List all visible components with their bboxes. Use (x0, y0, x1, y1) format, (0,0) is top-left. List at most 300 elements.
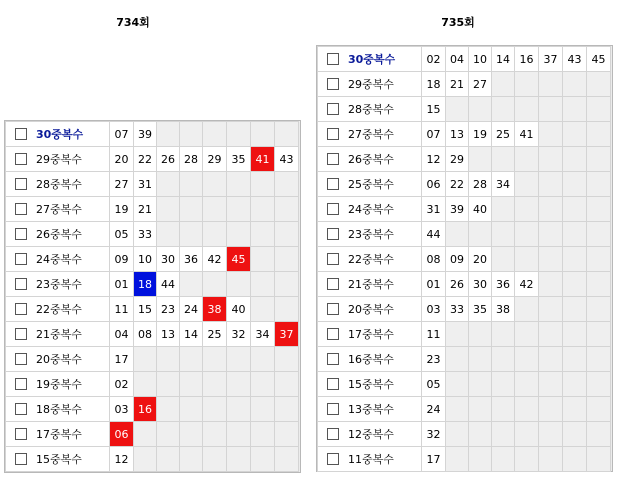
table-row (318, 72, 611, 97)
number-cell: 27 (469, 72, 492, 97)
number-cell: 18 (134, 272, 157, 297)
empty-cell (539, 322, 563, 347)
empty-cell (203, 347, 227, 372)
empty-cell (275, 247, 299, 272)
row-label: 19중복수 (36, 378, 82, 391)
empty-cell (587, 122, 611, 147)
empty-cell (275, 397, 299, 422)
empty-cell (515, 72, 539, 97)
empty-cell (587, 422, 611, 447)
empty-cell (203, 422, 227, 447)
empty-cell (227, 347, 251, 372)
table-row (318, 197, 611, 222)
empty-cell (469, 97, 492, 122)
row-label: 15중복수 (36, 453, 82, 466)
row-label: 12중복수 (348, 428, 394, 441)
number-cell: 41 (515, 122, 539, 147)
empty-cell (157, 447, 180, 472)
number-cell: 45 (227, 247, 251, 272)
empty-cell (515, 447, 539, 472)
row-label-cell (6, 372, 110, 397)
row-checkbox[interactable] (15, 328, 27, 340)
row-checkbox[interactable] (15, 153, 27, 165)
number-cell: 31 (422, 197, 446, 222)
empty-cell (469, 222, 492, 247)
row-label-cell (318, 397, 422, 422)
row-label: 30중복수 (36, 128, 84, 141)
empty-cell (539, 172, 563, 197)
empty-cell (157, 222, 180, 247)
empty-cell (539, 347, 563, 372)
number-cell: 43 (275, 147, 299, 172)
empty-cell (203, 272, 227, 297)
empty-cell (515, 222, 539, 247)
number-cell: 04 (446, 47, 469, 72)
row-checkbox[interactable] (327, 353, 339, 365)
number-cell: 39 (134, 122, 157, 147)
table-row (318, 122, 611, 147)
empty-cell (251, 247, 275, 272)
number-cell: 03 (110, 397, 134, 422)
number-cell: 24 (422, 397, 446, 422)
number-cell: 12 (422, 147, 446, 172)
empty-cell (492, 322, 515, 347)
number-cell: 14 (492, 47, 515, 72)
empty-cell (539, 97, 563, 122)
row-label-cell (6, 222, 110, 247)
number-cell: 33 (134, 222, 157, 247)
number-cell: 13 (157, 322, 180, 347)
row-checkbox[interactable] (327, 428, 339, 440)
row-checkbox[interactable] (327, 278, 339, 290)
table-row (6, 147, 299, 172)
empty-cell (515, 297, 539, 322)
row-label-cell (6, 122, 110, 147)
row-label: 30중복수 (348, 53, 396, 66)
row-checkbox[interactable] (15, 403, 27, 415)
empty-cell (563, 397, 587, 422)
row-checkbox[interactable] (327, 203, 339, 215)
empty-cell (227, 122, 251, 147)
row-checkbox[interactable] (15, 178, 27, 190)
row-checkbox[interactable] (15, 453, 27, 465)
empty-cell (251, 222, 275, 247)
empty-cell (227, 197, 251, 222)
left-panel (4, 120, 301, 473)
empty-cell (587, 447, 611, 472)
empty-cell (492, 347, 515, 372)
empty-cell (469, 147, 492, 172)
row-label: 20중복수 (348, 303, 394, 316)
row-checkbox[interactable] (15, 203, 27, 215)
row-checkbox[interactable] (327, 53, 339, 65)
number-cell: 17 (422, 447, 446, 472)
empty-cell (180, 397, 203, 422)
empty-cell (203, 397, 227, 422)
empty-cell (180, 347, 203, 372)
row-label-cell (318, 447, 422, 472)
row-label: 18중복수 (36, 403, 82, 416)
row-checkbox[interactable] (15, 253, 27, 265)
number-cell: 09 (446, 247, 469, 272)
empty-cell (563, 272, 587, 297)
empty-cell (251, 447, 275, 472)
empty-cell (469, 447, 492, 472)
empty-cell (587, 197, 611, 222)
table-row (318, 372, 611, 397)
number-cell: 14 (180, 322, 203, 347)
empty-cell (157, 372, 180, 397)
empty-cell (227, 422, 251, 447)
row-checkbox[interactable] (15, 128, 27, 140)
empty-cell (275, 447, 299, 472)
empty-cell (203, 122, 227, 147)
row-checkbox[interactable] (15, 228, 27, 240)
row-label: 24중복수 (36, 253, 82, 266)
empty-cell (157, 397, 180, 422)
row-label-cell (318, 222, 422, 247)
number-cell: 15 (134, 297, 157, 322)
empty-cell (157, 197, 180, 222)
empty-cell (203, 447, 227, 472)
row-checkbox[interactable] (15, 353, 27, 365)
table-row (6, 272, 299, 297)
number-cell: 16 (134, 397, 157, 422)
row-label: 29중복수 (348, 78, 394, 91)
row-label: 11중복수 (348, 453, 394, 466)
number-cell: 35 (469, 297, 492, 322)
empty-cell (492, 372, 515, 397)
number-cell: 02 (422, 47, 446, 72)
row-label: 15중복수 (348, 378, 394, 391)
table-row (6, 122, 299, 147)
table-row (318, 47, 611, 72)
table-row (6, 347, 299, 372)
row-label: 26중복수 (36, 228, 82, 241)
table-row (318, 172, 611, 197)
empty-cell (492, 147, 515, 172)
row-checkbox[interactable] (327, 303, 339, 315)
number-cell: 08 (422, 247, 446, 272)
row-label: 28중복수 (348, 103, 394, 116)
empty-cell (203, 222, 227, 247)
empty-cell (515, 197, 539, 222)
row-label: 22중복수 (36, 303, 82, 316)
row-checkbox[interactable] (15, 303, 27, 315)
number-cell: 30 (469, 272, 492, 297)
empty-cell (180, 422, 203, 447)
number-cell: 40 (227, 297, 251, 322)
empty-cell (469, 397, 492, 422)
number-cell: 19 (469, 122, 492, 147)
row-label-cell (318, 172, 422, 197)
row-label-cell (318, 422, 422, 447)
row-checkbox[interactable] (327, 78, 339, 90)
empty-cell (563, 347, 587, 372)
empty-cell (157, 422, 180, 447)
number-cell: 12 (110, 447, 134, 472)
table-row (318, 272, 611, 297)
number-cell: 34 (492, 172, 515, 197)
empty-cell (275, 422, 299, 447)
row-label-cell (6, 197, 110, 222)
empty-cell (587, 172, 611, 197)
table-row (318, 347, 611, 372)
number-cell: 38 (492, 297, 515, 322)
number-cell: 44 (157, 272, 180, 297)
table-row (318, 222, 611, 247)
empty-cell (539, 447, 563, 472)
row-checkbox[interactable] (327, 403, 339, 415)
empty-cell (515, 322, 539, 347)
number-cell: 22 (134, 147, 157, 172)
table-row (6, 297, 299, 322)
number-cell: 15 (422, 97, 446, 122)
table-row (318, 422, 611, 447)
empty-cell (539, 397, 563, 422)
table-row (318, 247, 611, 272)
row-checkbox[interactable] (15, 278, 27, 290)
row-label-cell (318, 122, 422, 147)
number-cell: 31 (134, 172, 157, 197)
table-row (318, 397, 611, 422)
row-label: 23중복수 (348, 228, 394, 241)
empty-cell (539, 422, 563, 447)
number-cell: 17 (110, 347, 134, 372)
row-label: 28중복수 (36, 178, 82, 191)
table-row (318, 97, 611, 122)
right-panel (316, 45, 613, 472)
empty-cell (539, 372, 563, 397)
empty-cell (515, 372, 539, 397)
table-row (318, 447, 611, 472)
empty-cell (469, 322, 492, 347)
right-round-title: 735회 (441, 16, 475, 29)
number-cell: 26 (446, 272, 469, 297)
empty-cell (275, 222, 299, 247)
empty-cell (587, 372, 611, 397)
row-label: 24중복수 (348, 203, 394, 216)
number-cell: 04 (110, 322, 134, 347)
number-cell: 19 (110, 197, 134, 222)
number-cell: 21 (134, 197, 157, 222)
empty-cell (203, 372, 227, 397)
empty-cell (180, 197, 203, 222)
row-checkbox[interactable] (327, 178, 339, 190)
empty-cell (563, 447, 587, 472)
empty-cell (446, 347, 469, 372)
empty-cell (469, 372, 492, 397)
empty-cell (563, 72, 587, 97)
empty-cell (227, 397, 251, 422)
table-row (6, 447, 299, 472)
empty-cell (563, 422, 587, 447)
number-cell: 20 (110, 147, 134, 172)
row-label-cell (318, 197, 422, 222)
empty-cell (134, 422, 157, 447)
row-label-cell (318, 47, 422, 72)
empty-cell (539, 72, 563, 97)
row-checkbox[interactable] (15, 378, 27, 390)
empty-cell (180, 447, 203, 472)
number-cell: 03 (422, 297, 446, 322)
row-checkbox[interactable] (327, 228, 339, 240)
empty-cell (446, 397, 469, 422)
row-label-cell (6, 347, 110, 372)
number-cell: 10 (134, 247, 157, 272)
row-label: 21중복수 (348, 278, 394, 291)
empty-cell (515, 172, 539, 197)
empty-cell (446, 97, 469, 122)
empty-cell (180, 172, 203, 197)
empty-cell (492, 397, 515, 422)
number-cell: 11 (422, 322, 446, 347)
empty-cell (515, 422, 539, 447)
empty-cell (227, 222, 251, 247)
empty-cell (203, 172, 227, 197)
number-cell: 09 (110, 247, 134, 272)
empty-cell (469, 347, 492, 372)
row-label: 16중복수 (348, 353, 394, 366)
empty-cell (251, 372, 275, 397)
empty-cell (515, 247, 539, 272)
empty-cell (134, 347, 157, 372)
number-cell: 40 (469, 197, 492, 222)
empty-cell (251, 297, 275, 322)
table-row (6, 247, 299, 272)
empty-cell (563, 97, 587, 122)
number-cell: 01 (110, 272, 134, 297)
row-checkbox[interactable] (327, 378, 339, 390)
empty-cell (251, 272, 275, 297)
row-label: 25중복수 (348, 178, 394, 191)
empty-cell (515, 397, 539, 422)
number-cell: 37 (275, 322, 299, 347)
number-cell: 25 (492, 122, 515, 147)
row-label-cell (6, 297, 110, 322)
number-cell: 05 (422, 372, 446, 397)
empty-cell (251, 197, 275, 222)
empty-cell (157, 172, 180, 197)
row-label-cell (318, 72, 422, 97)
empty-cell (515, 97, 539, 122)
number-cell: 28 (469, 172, 492, 197)
empty-cell (446, 322, 469, 347)
number-cell: 08 (134, 322, 157, 347)
table-row (6, 372, 299, 397)
number-cell: 28 (180, 147, 203, 172)
number-cell: 22 (446, 172, 469, 197)
empty-cell (251, 172, 275, 197)
empty-cell (563, 372, 587, 397)
empty-cell (587, 322, 611, 347)
row-checkbox[interactable] (327, 153, 339, 165)
empty-cell (275, 122, 299, 147)
number-cell: 32 (227, 322, 251, 347)
empty-cell (275, 272, 299, 297)
row-label-cell (318, 372, 422, 397)
number-cell: 21 (446, 72, 469, 97)
table-row (6, 397, 299, 422)
empty-cell (587, 297, 611, 322)
empty-cell (563, 122, 587, 147)
empty-cell (251, 122, 275, 147)
empty-cell (587, 247, 611, 272)
empty-cell (180, 272, 203, 297)
row-label-cell (6, 422, 110, 447)
number-cell: 24 (180, 297, 203, 322)
empty-cell (446, 372, 469, 397)
number-cell: 41 (251, 147, 275, 172)
empty-cell (446, 422, 469, 447)
empty-cell (275, 347, 299, 372)
empty-cell (563, 172, 587, 197)
number-cell: 06 (110, 422, 134, 447)
row-checkbox[interactable] (327, 128, 339, 140)
number-cell: 06 (422, 172, 446, 197)
empty-cell (227, 272, 251, 297)
row-checkbox[interactable] (327, 453, 339, 465)
empty-cell (492, 422, 515, 447)
empty-cell (587, 222, 611, 247)
empty-cell (563, 222, 587, 247)
table-row (6, 197, 299, 222)
empty-cell (539, 272, 563, 297)
row-label: 21중복수 (36, 328, 82, 341)
number-cell: 23 (422, 347, 446, 372)
empty-cell (587, 347, 611, 372)
number-cell: 38 (203, 297, 227, 322)
row-label: 22중복수 (348, 253, 394, 266)
row-label-cell (6, 447, 110, 472)
empty-cell (446, 222, 469, 247)
row-label-cell (6, 172, 110, 197)
number-cell: 29 (203, 147, 227, 172)
number-cell: 33 (446, 297, 469, 322)
number-cell: 37 (539, 47, 563, 72)
table-row (6, 422, 299, 447)
empty-cell (563, 147, 587, 172)
empty-cell (492, 247, 515, 272)
row-checkbox[interactable] (327, 253, 339, 265)
right-number-table (317, 46, 611, 472)
number-cell: 07 (422, 122, 446, 147)
empty-cell (134, 447, 157, 472)
row-label-cell (318, 347, 422, 372)
row-checkbox[interactable] (327, 328, 339, 340)
empty-cell (469, 422, 492, 447)
empty-cell (539, 247, 563, 272)
empty-cell (587, 97, 611, 122)
empty-cell (587, 147, 611, 172)
number-cell: 44 (422, 222, 446, 247)
empty-cell (539, 222, 563, 247)
left-round-title: 734회 (116, 16, 150, 29)
row-label-cell (6, 322, 110, 347)
number-cell: 36 (180, 247, 203, 272)
row-checkbox[interactable] (15, 428, 27, 440)
empty-cell (492, 97, 515, 122)
number-cell: 39 (446, 197, 469, 222)
empty-cell (203, 197, 227, 222)
row-label-cell (318, 297, 422, 322)
row-label-cell (318, 322, 422, 347)
row-checkbox[interactable] (327, 103, 339, 115)
number-cell: 29 (446, 147, 469, 172)
row-label: 26중복수 (348, 153, 394, 166)
empty-cell (157, 122, 180, 147)
empty-cell (227, 447, 251, 472)
